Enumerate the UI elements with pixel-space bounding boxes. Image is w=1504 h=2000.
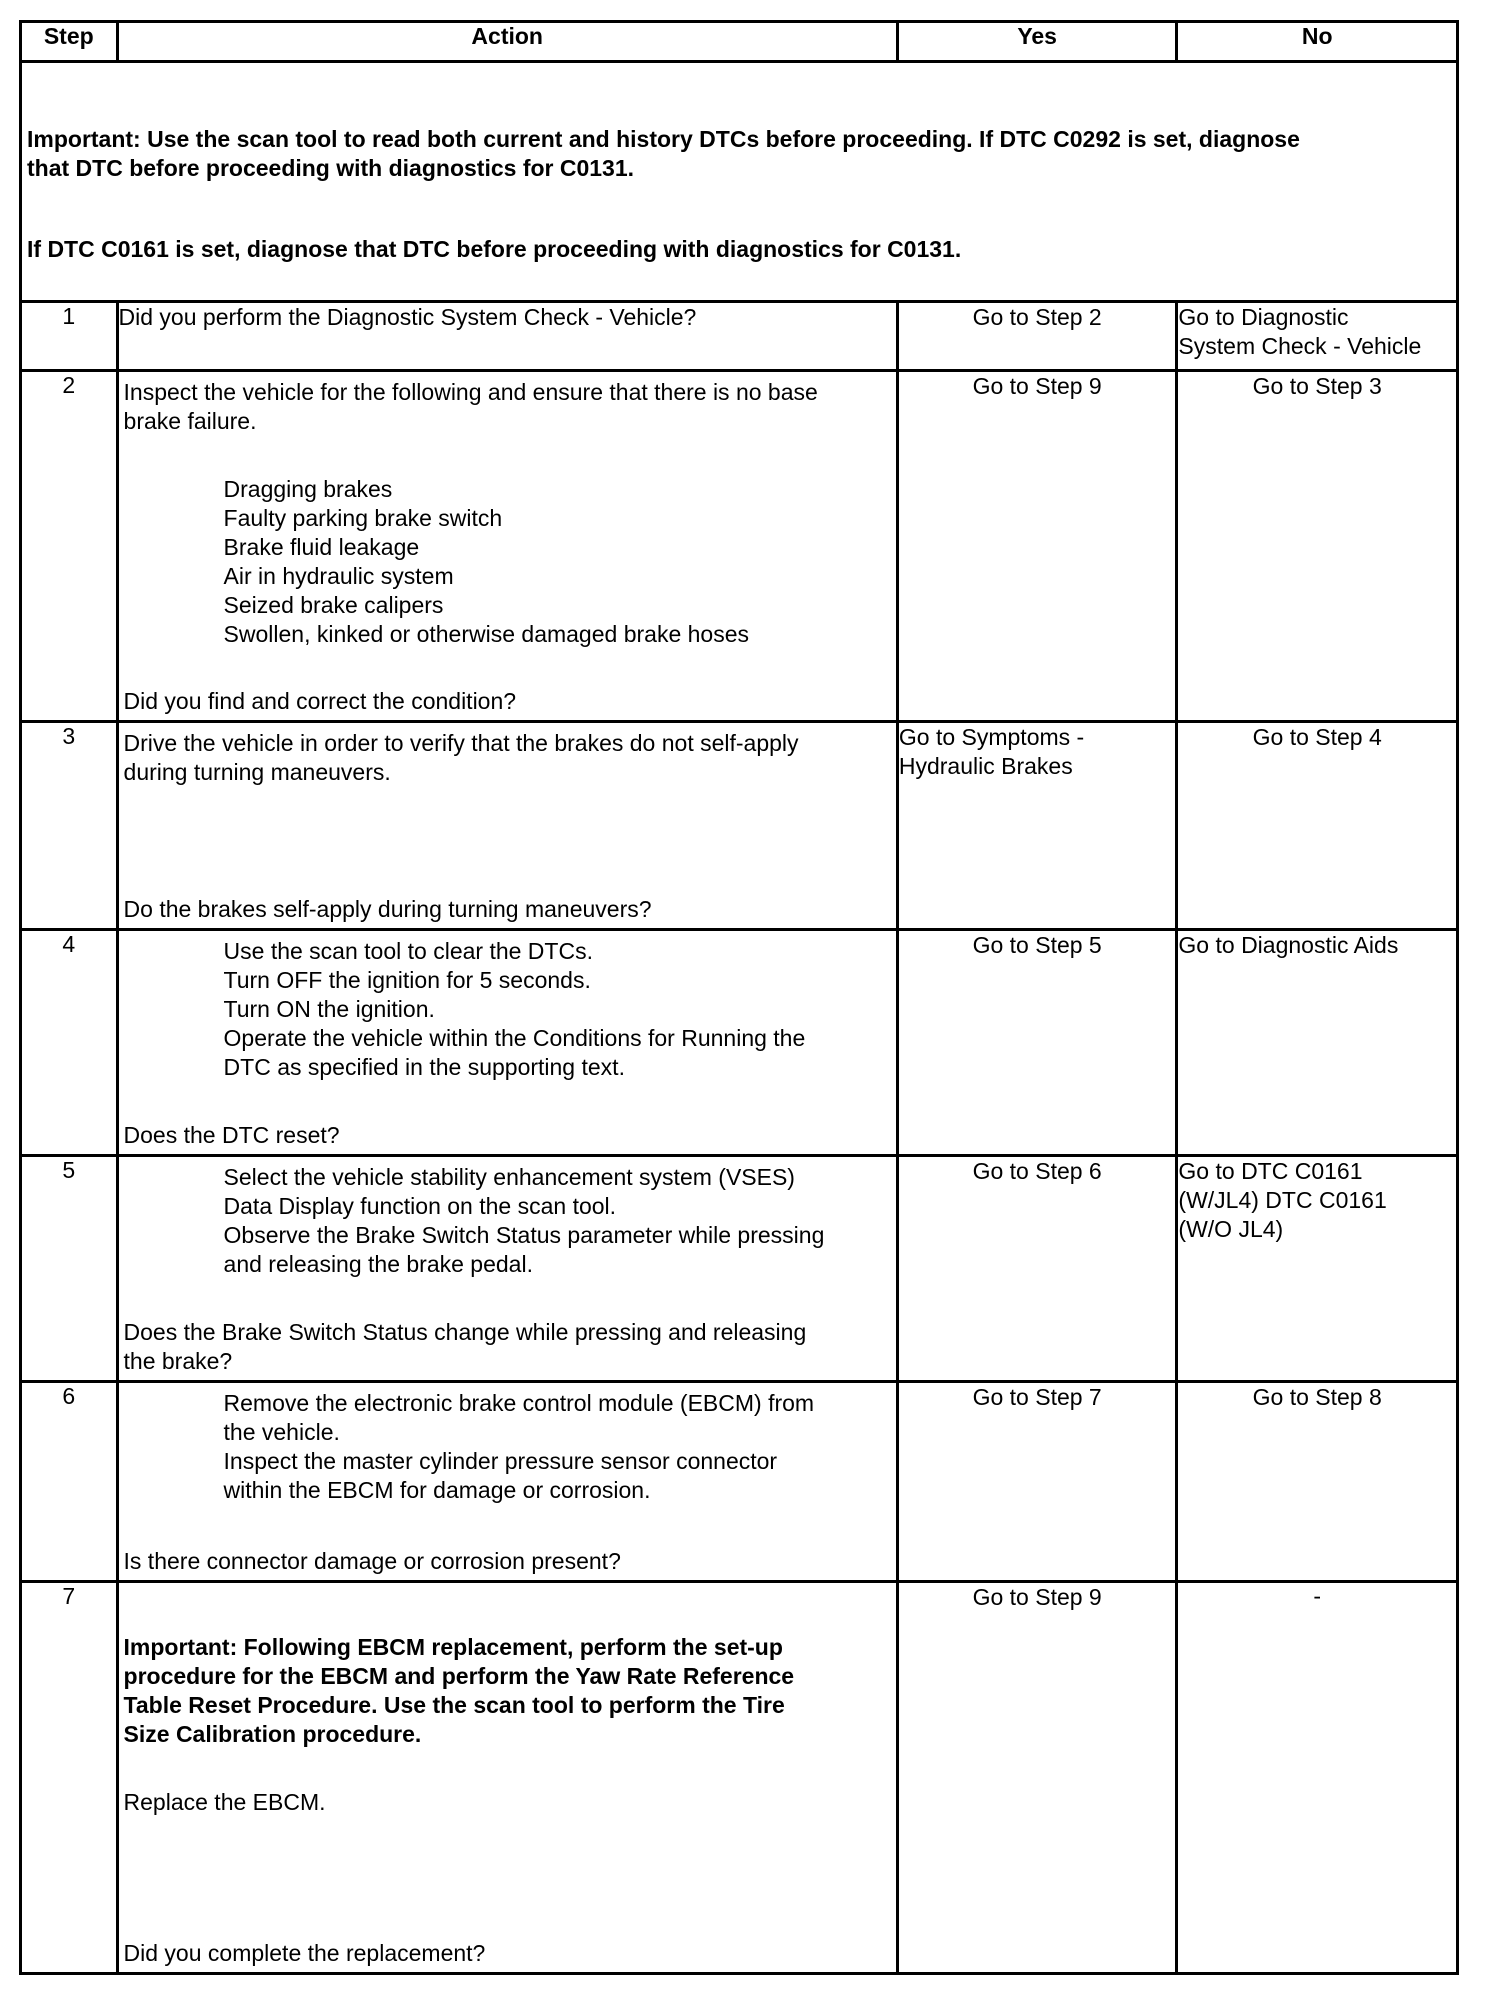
yes-cell: Go to Step 9 (897, 371, 1177, 722)
action-cell (117, 302, 897, 371)
header-action: Action (117, 22, 897, 62)
no-line: Go to Diagnostic (1178, 304, 1349, 330)
yes-cell: Go to Step 9 (897, 1582, 1177, 1974)
step-number: 2 (21, 371, 118, 722)
step-number: 6 (21, 1382, 118, 1582)
list-item: Brake fluid leakage (223, 534, 420, 560)
no-cell: - (1177, 1582, 1458, 1974)
action-cell (117, 930, 897, 1156)
step-number: 4 (21, 930, 118, 1156)
list-item: Observe the Brake Switch Status parameter while pressing (223, 1222, 825, 1248)
action-line: during turning maneuvers. (123, 759, 391, 785)
table-row (21, 1156, 1458, 1382)
table-row (21, 371, 1458, 722)
list-item: the vehicle. (223, 1419, 340, 1445)
action-line: Inspect the vehicle for the following and ensure that there is no base (123, 379, 818, 405)
yes-line: Go to Symptoms - (898, 724, 1085, 750)
list-item: Use the scan tool to clear the DTCs. (223, 938, 593, 964)
yes-cell (897, 722, 1177, 930)
action-question: Do the brakes self-apply during turning maneuvers? (123, 896, 652, 922)
action-cell (117, 1382, 897, 1582)
list-item: within the EBCM for damage or corrosion. (223, 1477, 651, 1503)
yes-line: Hydraulic Brakes (898, 753, 1073, 779)
yes-cell: Go to Step 5 (897, 930, 1177, 1156)
list-item: Select the vehicle stability enhancement system (VSES) (223, 1164, 795, 1190)
list-item: Operate the vehicle within the Conditions for Running the (223, 1025, 806, 1051)
header-row (21, 22, 1458, 62)
table-row (21, 302, 1458, 371)
table-row (21, 1582, 1458, 1974)
table-row (21, 1382, 1458, 1582)
list-item: Remove the electronic brake control module (EBCM) from (223, 1390, 815, 1416)
intro-row (21, 62, 1458, 302)
important-line: Important: Following EBCM replacement, perform the set-up (123, 1634, 783, 1660)
list-item: Turn ON the ignition. (223, 996, 435, 1022)
no-line: Go to DTC C0161 (1178, 1158, 1363, 1184)
list-item: Data Display function on the scan tool. (223, 1193, 617, 1219)
yes-cell: Go to Step 7 (897, 1382, 1177, 1582)
action-line: Replace the EBCM. (123, 1789, 326, 1815)
action-line: brake failure. (123, 408, 257, 434)
no-cell: Go to Step 8 (1177, 1382, 1458, 1582)
header-no: No (1177, 22, 1458, 62)
step-number: 3 (21, 722, 118, 930)
no-cell: Go to Step 4 (1177, 722, 1458, 930)
important-line: procedure for the EBCM and perform the Yaw Rate Reference (123, 1663, 795, 1689)
action-cell (117, 722, 897, 930)
list-item: Inspect the master cylinder pressure sensor connector (223, 1448, 778, 1474)
no-line: System Check - Vehicle (1178, 333, 1422, 359)
list-item: Seized brake calipers (223, 592, 444, 618)
no-line: (W/O JL4) (1178, 1216, 1284, 1242)
intro-cell (21, 62, 1458, 302)
no-cell: Go to Diagnostic Aids (1177, 930, 1458, 1156)
action-question: Did you complete the replacement? (123, 1940, 486, 1966)
list-item: Air in hydraulic system (223, 563, 454, 589)
intro-line-1: Important: Use the scan tool to read both current and history DTCs before proceeding. If DTC C0292 is set, diagnose (27, 126, 1300, 152)
list-item: DTC as specified in the supporting text. (223, 1054, 625, 1080)
action-question: Does the Brake Switch Status change while pressing and releasing (123, 1319, 807, 1345)
no-line: (W/JL4) DTC C0161 (1178, 1187, 1387, 1213)
important-line: Table Reset Procedure. Use the scan tool to perform the Tire (123, 1692, 785, 1718)
header-step: Step (21, 22, 118, 62)
step-number: 7 (21, 1582, 118, 1974)
list-item: Dragging brakes (223, 476, 393, 502)
yes-cell: Go to Step 2 (897, 302, 1177, 371)
step-number: 5 (21, 1156, 118, 1382)
important-line: Size Calibration procedure. (123, 1721, 422, 1747)
diagnostic-table (19, 20, 1459, 1975)
no-cell (1177, 1156, 1458, 1382)
action-question: Does the DTC reset? (123, 1122, 340, 1148)
list-item: Swollen, kinked or otherwise damaged brake hoses (223, 621, 749, 647)
action-cell (117, 1582, 897, 1974)
table-row (21, 722, 1458, 930)
table-row (21, 930, 1458, 1156)
action-cell (117, 1156, 897, 1382)
action-line: Drive the vehicle in order to verify that the brakes do not self-apply (123, 730, 799, 756)
action-cell (117, 371, 897, 722)
no-cell: Go to Step 3 (1177, 371, 1458, 722)
yes-cell: Go to Step 6 (897, 1156, 1177, 1382)
no-cell (1177, 302, 1458, 371)
action-question: the brake? (123, 1348, 233, 1374)
list-item: and releasing the brake pedal. (223, 1251, 533, 1277)
header-yes: Yes (897, 22, 1177, 62)
action-question: Is there connector damage or corrosion present? (123, 1548, 621, 1574)
step-number: 1 (21, 302, 118, 371)
intro-line-2: that DTC before proceeding with diagnostics for C0131. (27, 155, 635, 181)
list-item: Turn OFF the ignition for 5 seconds. (223, 967, 591, 993)
list-item: Faulty parking brake switch (223, 505, 503, 531)
action-question: Did you find and correct the condition? (123, 688, 517, 714)
intro-line-3: If DTC C0161 is set, diagnose that DTC before proceeding with diagnostics for C0131. (27, 236, 962, 262)
action-question: Did you perform the Diagnostic System Check - Vehicle? (118, 304, 697, 330)
